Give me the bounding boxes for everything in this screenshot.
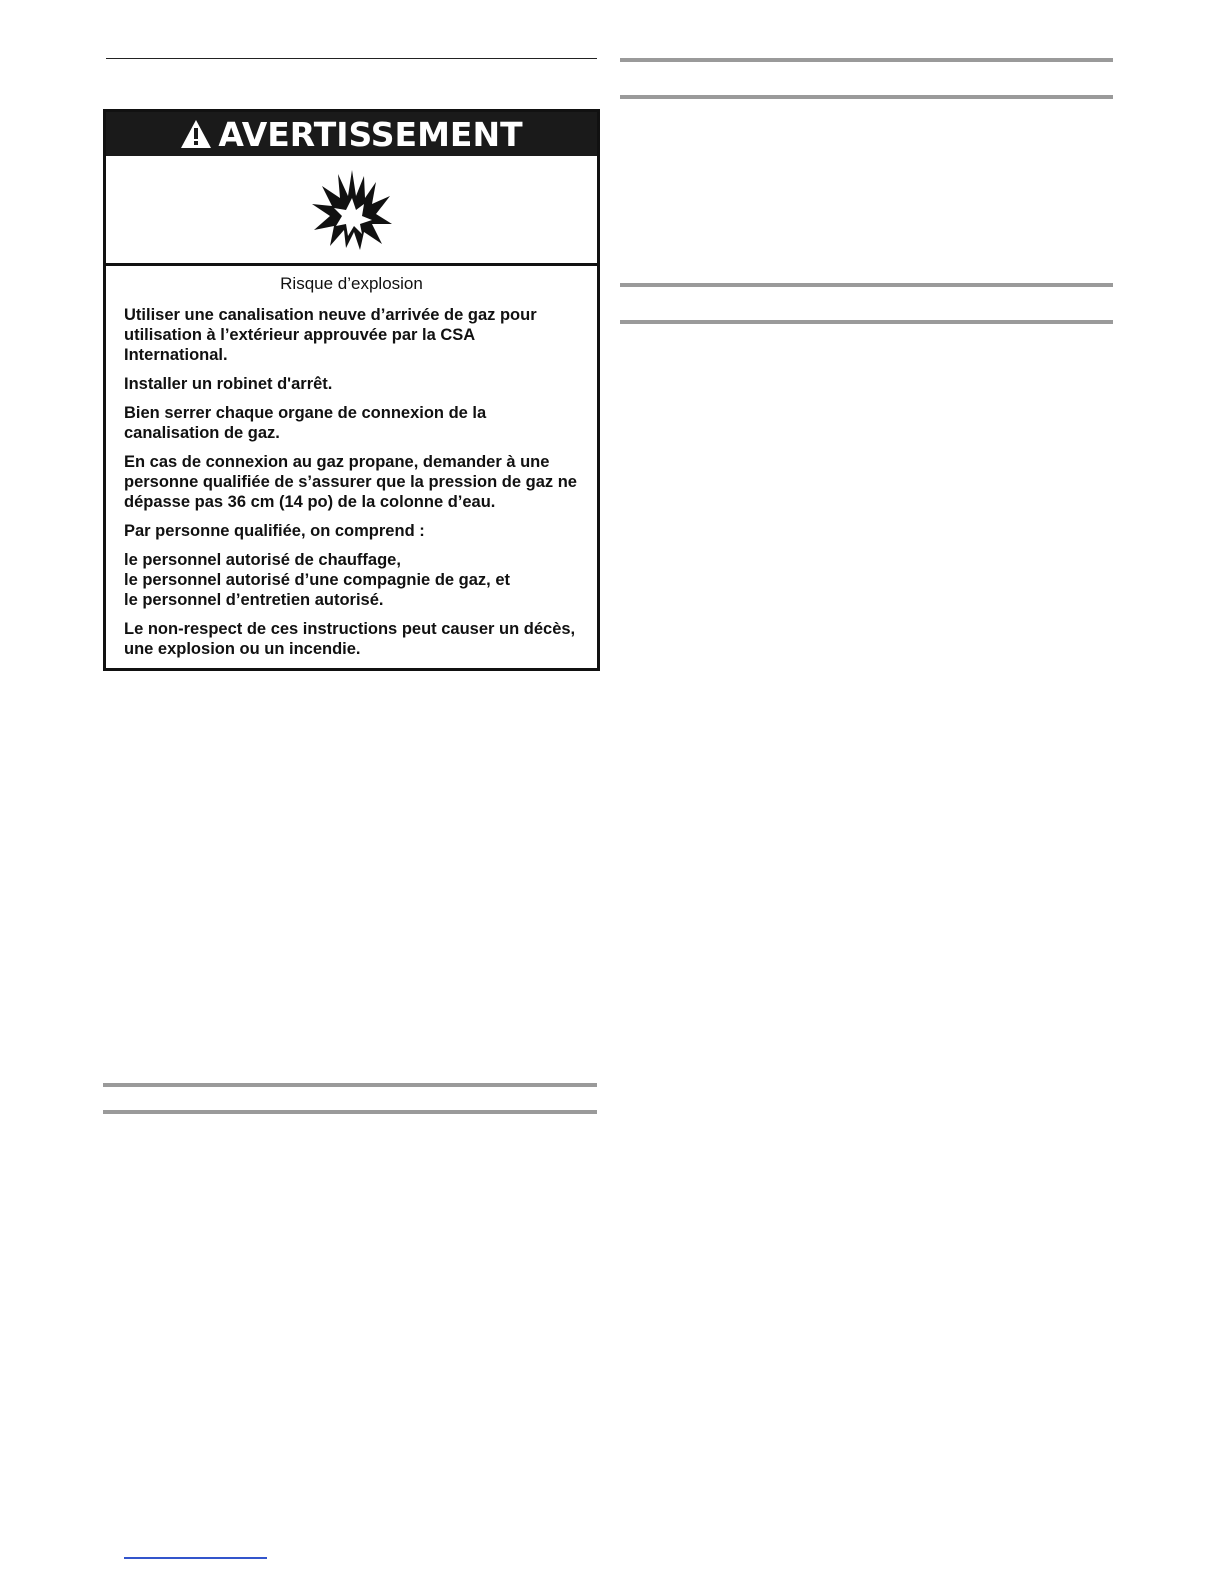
warning-paragraph-shutoff-valve: Installer un robinet d'arrêt. — [124, 375, 333, 393]
warning-paragraph-propane: En cas de connexion au gaz propane, demander à une personne qualifiée de s’assurer que la pression de gaz ne dépasse pas 36 cm (14 po) de la colonne d’eau. — [124, 453, 577, 511]
warning-paragraph-tighten: Bien serrer chaque organe de connexion de la canalisation de gaz. — [124, 404, 487, 442]
left-top-rule — [106, 58, 597, 59]
qualified-person-item: le personnel autorisé d’une compagnie de gaz, et — [124, 571, 511, 589]
right-section-rule-2 — [620, 95, 1113, 99]
hazard-title: Risque d’explosion — [280, 274, 423, 293]
qualified-person-list — [124, 550, 579, 610]
qualified-person-item: le personnel d’entretien autorisé. — [124, 591, 384, 609]
warning-paragraph-qualified: Par personne qualifiée, on comprend : — [124, 522, 425, 540]
qualified-person-item: le personnel autorisé de chauffage, — [124, 551, 401, 569]
left-section-rule-1 — [103, 1083, 597, 1087]
right-section-rule-1 — [620, 58, 1113, 62]
explosion-icon — [310, 168, 394, 252]
warning-box — [103, 109, 600, 671]
symbol-area — [106, 156, 597, 266]
footer-link[interactable] — [124, 1557, 267, 1559]
right-section-rule-4 — [620, 320, 1113, 324]
warning-paragraph-new-line: Utiliser une canalisation neuve d’arrivée de gaz pour utilisation à l’extérieur approuvée par la CSA International. — [124, 306, 537, 364]
warning-header — [106, 112, 597, 156]
warning-consequence: Le non-respect de ces instructions peut causer un décès, une explosion ou un incendie. — [124, 620, 576, 658]
warning-body — [106, 266, 597, 659]
right-section-rule-3 — [620, 283, 1113, 287]
warning-triangle-icon — [180, 119, 212, 149]
left-section-rule-2 — [103, 1110, 597, 1114]
warning-title: AVERTISSEMENT — [218, 114, 523, 154]
